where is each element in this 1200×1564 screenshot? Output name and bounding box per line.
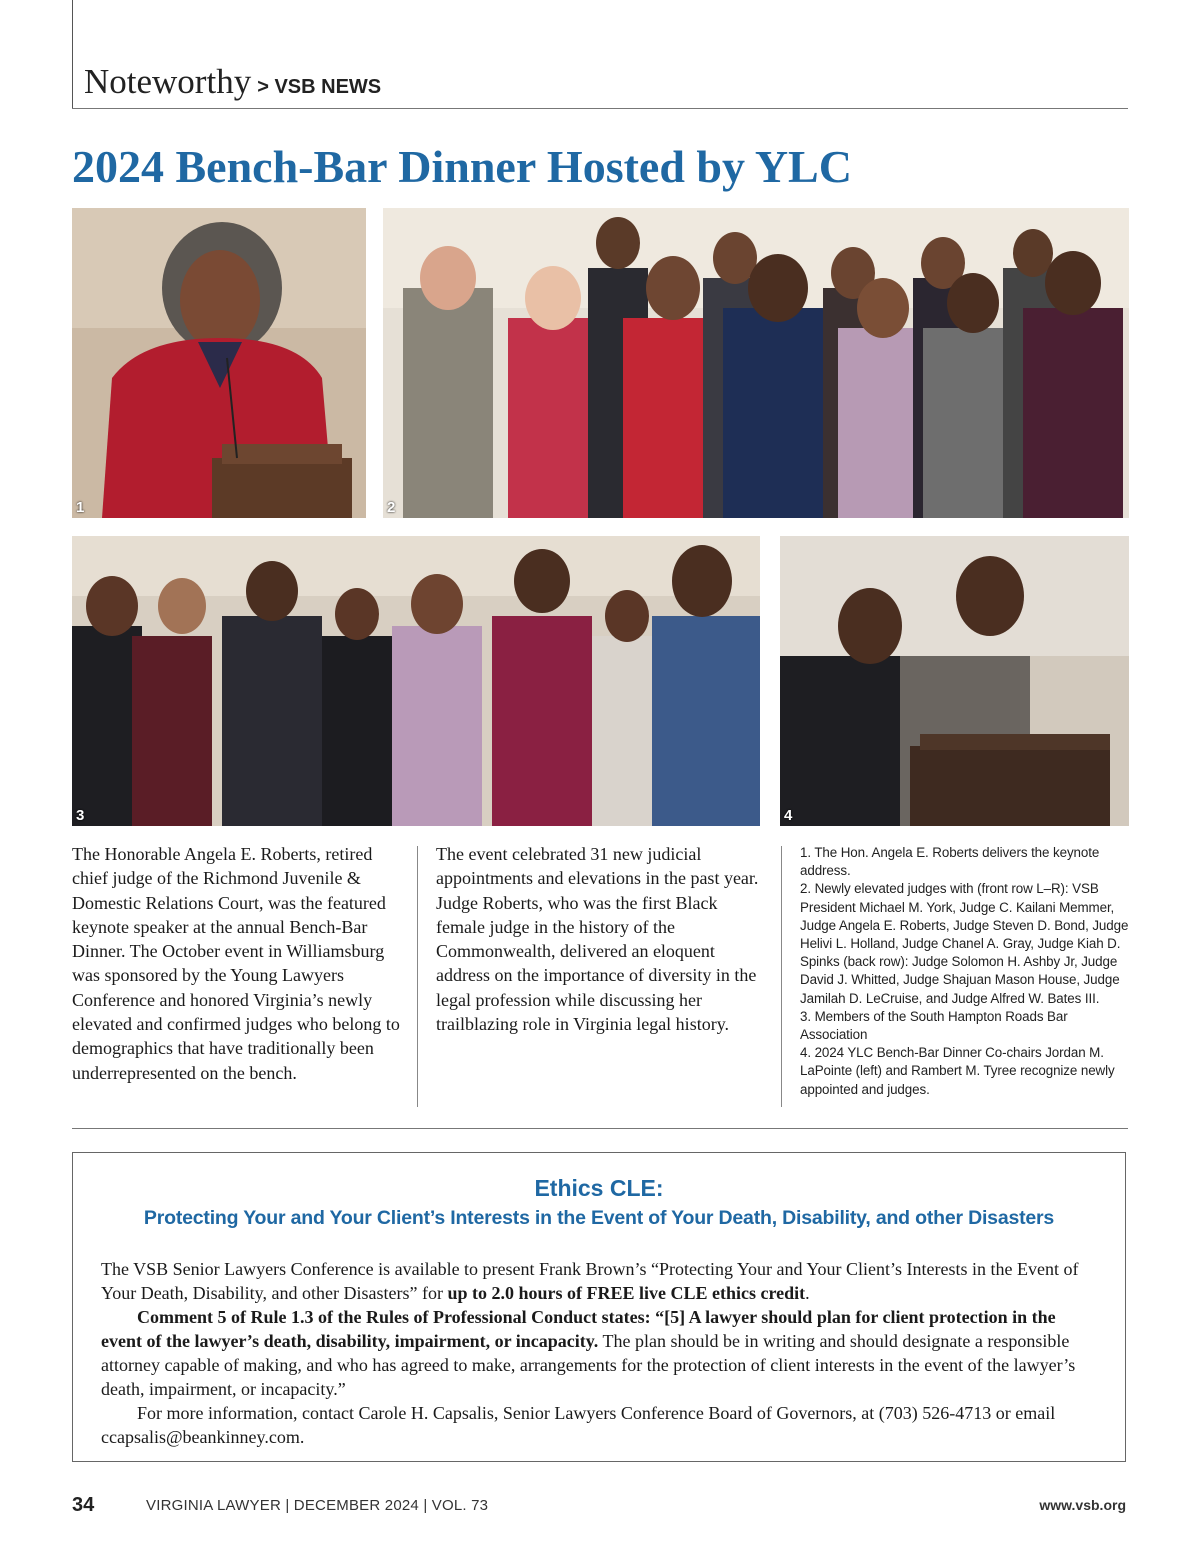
caption-3: 3. Members of the South Hampton Roads Bar Association [800, 1008, 1068, 1043]
subsection-name: > VSB NEWS [257, 76, 382, 98]
page-footer [72, 1494, 1128, 1518]
publication-info: VIRGINIA LAWYER | DECEMBER 2024 | VOL. 73 [146, 1497, 489, 1514]
ethics-box-title: Ethics CLE: [534, 1175, 664, 1201]
article-paragraph: The Honorable Angela E. Roberts, retired chief judge of the Richmond Juvenile & Domestic Relations Court, was the featured keynote speaker at the annual Bench-Bar Dinner. The October event in Williamsburg was sponsored by the Young Lawyers Conference and honored Virginia’s newly elevated and confirmed judges who belong to demographics that have traditionally been underrepresented on the bench. [72, 844, 400, 1083]
column-divider [417, 846, 418, 1107]
ethics-p2-bold: Comment 5 of Rule 1.3 of the Rules of Professional Conduct states: “[5] A lawyer should plan for client protection in the event of the lawyer’s death, disability, impairment, or incapacity. [101, 1307, 1056, 1351]
page-number: 34 [72, 1494, 95, 1516]
ethics-cle-box [72, 1152, 1126, 1462]
article-title: 2024 Bench-Bar Dinner Hosted by YLC [72, 141, 852, 192]
photo-number: 1 [76, 499, 85, 516]
ethics-paragraph-1 [101, 1257, 1101, 1305]
section-header [84, 62, 381, 102]
photo-2-newly-elevated-judges [383, 208, 1129, 518]
photo-3-bar-association-members [72, 536, 760, 826]
header-vertical-rule [72, 0, 73, 108]
photo-captions [800, 844, 1130, 1099]
ethics-box-body [101, 1257, 1101, 1449]
photo-number: 3 [76, 807, 85, 824]
ethics-box-subtitle: Protecting Your and Your Client’s Interests in the Event of Your Death, Disability, and other Disasters [143, 1207, 1055, 1229]
article-paragraph: The event celebrated 31 new judicial appointments and elevations in the past year. Judge Roberts, who was the first Black female judge in the history of the Commonwealth, delivered an eloquent address on the importance of diversity in the legal profession while discussing her trailblazing role in Virginia legal history. [436, 844, 759, 1035]
section-divider [72, 1128, 1128, 1129]
caption-2: 2. Newly elevated judges with (front row L–R): VSB President Michael M. York, Judge C. Kailani Memmer, Judge Angela E. Roberts, Judge Steven D. Bond, Judge Helivi L. Holland, Judge Chanel A. Gray, Judge Kiah D. Spinks (back row): Judge Solomon H. Ashby Jr, Judge David J. Whitted, Judge Shajuan Mason House, Judge Jamilah D. LeCruise, and Judge Alfred W. Bates III. [800, 881, 1129, 1006]
photo-1-keynote-speaker [72, 208, 366, 518]
photo-4-dinner-co-chairs [780, 536, 1129, 826]
photo-number: 2 [387, 499, 396, 516]
ethics-p1-end: . [805, 1283, 810, 1303]
caption-4: 4. 2024 YLC Bench-Bar Dinner Co-chairs Jordan M. LaPointe (left) and Rambert M. Tyree recognize newly appointed and judges. [800, 1045, 1115, 1097]
header-rule [72, 108, 1128, 109]
ethics-p2-text: The plan should be in writing and should designate a responsible attorney capable of making, and who has agreed to make, arrangements for the protection of client interests in the event of the lawyer’s death, impairment, or incapacity.” [101, 1331, 1076, 1399]
article-column-2 [436, 842, 764, 1036]
ethics-paragraph-3: For more information, contact Carole H. Capsalis, Senior Lawyers Conference Board of Governors, at (703) 526-4713 or email ccapsalis@beankinney.com. [101, 1403, 1056, 1447]
caption-1: 1. The Hon. Angela E. Roberts delivers the keynote address. [800, 845, 1100, 879]
ethics-p1-text: The VSB Senior Lawyers Conference is available to present Frank Brown’s “Protecting Your and Your Client’s Interests in the Event of Your Death, Disability, and other Disasters” for [101, 1259, 1079, 1303]
photo-number: 4 [784, 807, 793, 824]
section-name: Noteworthy [84, 62, 252, 101]
website-url: www.vsb.org [1039, 1497, 1126, 1513]
ethics-p1-bold: up to 2.0 hours of FREE live CLE ethics credit [447, 1283, 806, 1303]
column-divider [781, 846, 782, 1107]
article-column-1 [72, 842, 400, 1085]
ethics-paragraph-2 [101, 1305, 1101, 1401]
